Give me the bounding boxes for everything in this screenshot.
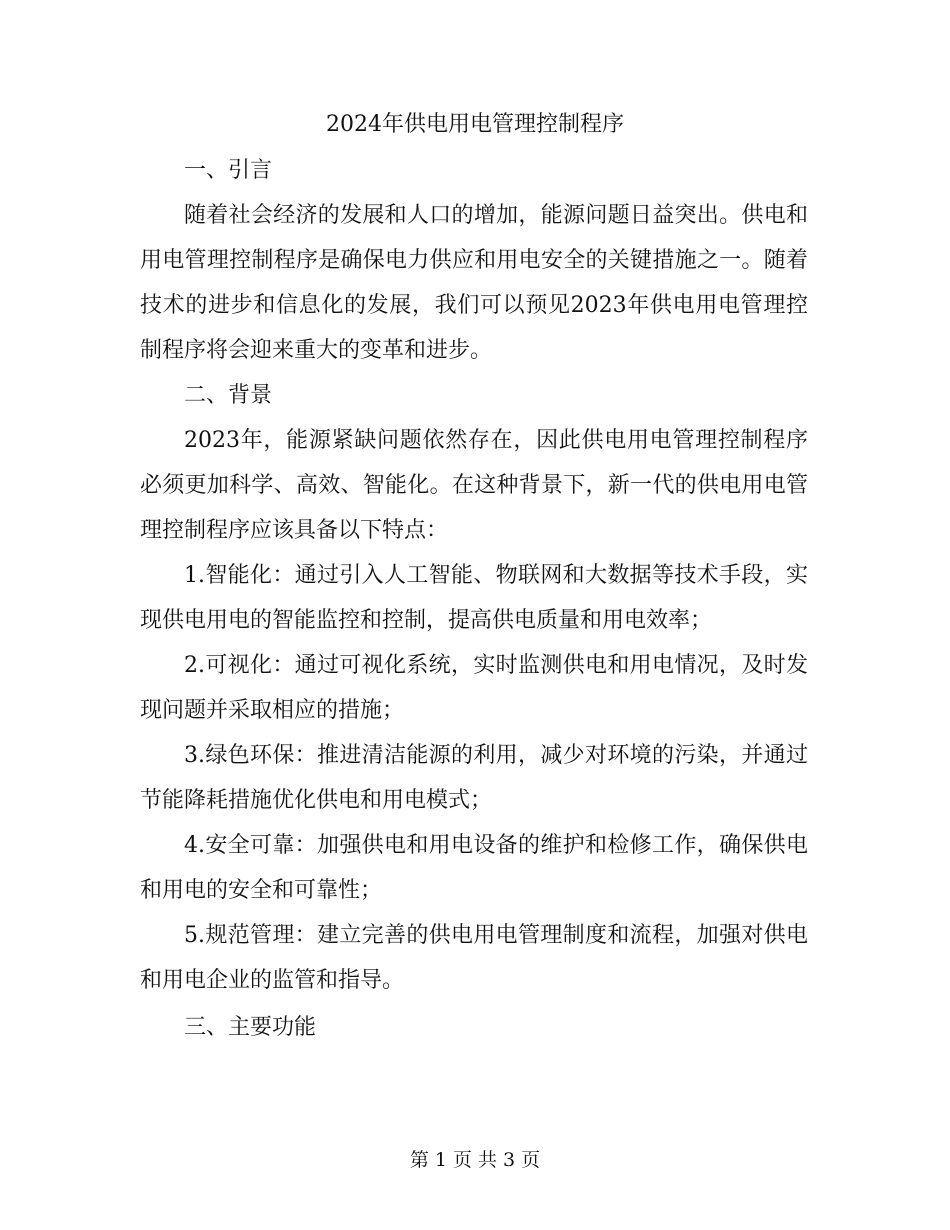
feature-item-safety: 4.安全可靠：加强供电和用电设备的维护和检修工作，确保供电和用电的安全和可靠性； [140, 833, 808, 903]
feature-item-green: 3.绿色环保：推进清洁能源的利用，减少对环境的污染，并通过节能降耗措施优化供电和用电模式； [140, 743, 808, 813]
feature-item-management: 5.规范管理：建立完善的供电用电管理制度和流程，加强对供电和用电企业的监管和指导。 [140, 923, 808, 993]
introduction-paragraph: 随着社会经济的发展和人口的增加，能源问题日益突出。供电和用电管理控制程序是确保电力供应和用电安全的关键措施之一。随着技术的进步和信息化的发展，我们可以预见2023年供电用电管理控制程序将会迎来重大的变革和进步。 [140, 203, 808, 363]
background-paragraph: 2023年，能源紧缺问题依然存在，因此供电用电管理控制程序必须更加科学、高效、智能化。在这种背景下，新一代的供电用电管理控制程序应该具备以下特点： [140, 428, 808, 543]
feature-item-visualization: 2.可视化：通过可视化系统，实时监测供电和用电情况，及时发现问题并采取相应的措施； [140, 653, 808, 723]
page-number: 第 1 页 共 3 页 [409, 1149, 541, 1171]
section-heading-introduction: 一、引言 [184, 158, 273, 183]
section-heading-background: 二、背景 [184, 383, 273, 408]
document-title: 2024年供电用电管理控制程序 [326, 112, 624, 137]
document-body [140, 148, 808, 1050]
feature-item-intelligent: 1.智能化：通过引入人工智能、物联网和大数据等技术手段，实现供电用电的智能监控和控制，提高供电质量和用电效率； [140, 563, 808, 633]
section-heading-functions: 三、主要功能 [184, 1015, 317, 1040]
